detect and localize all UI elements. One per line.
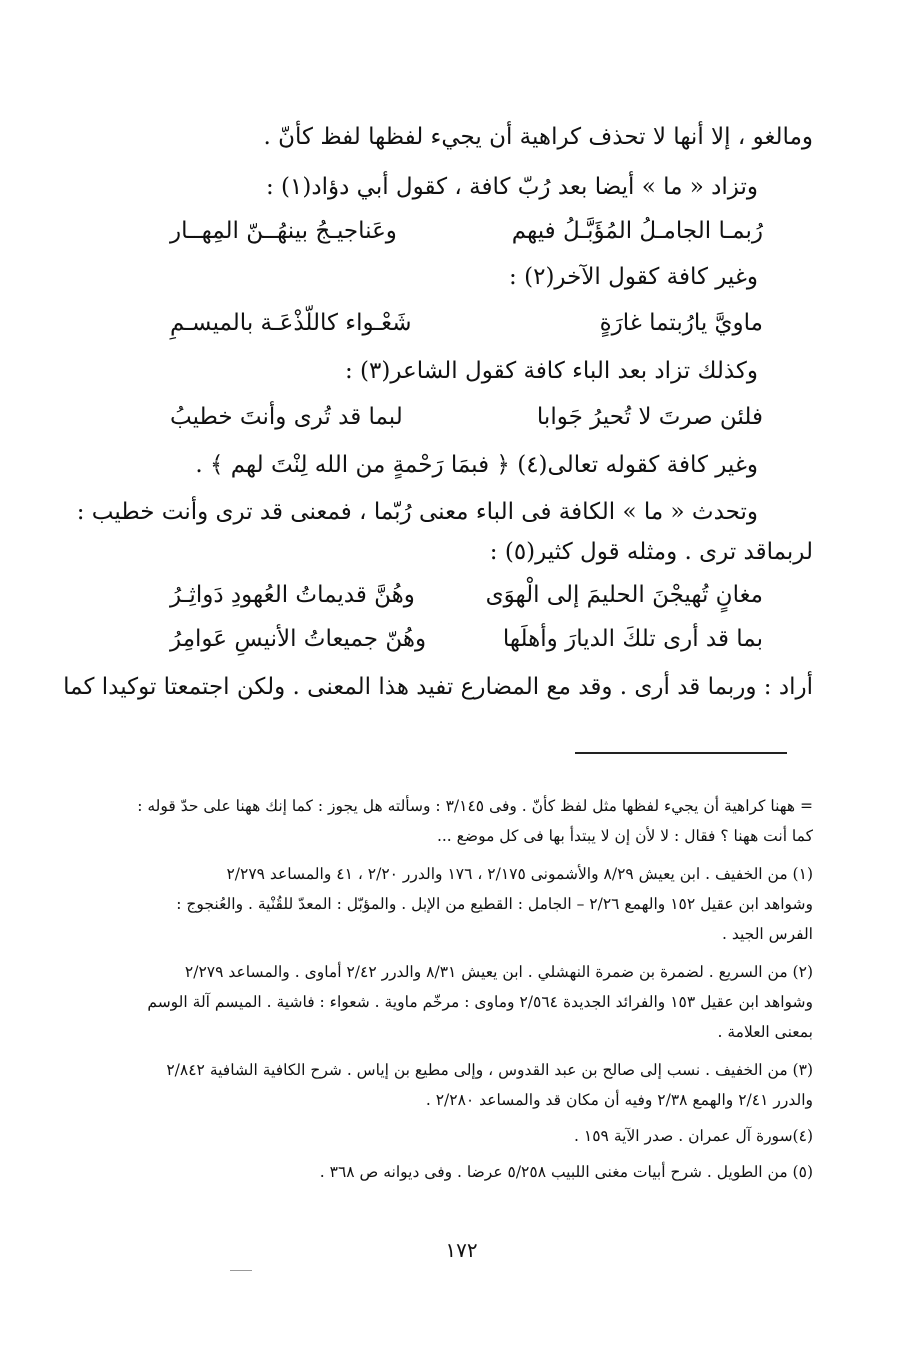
body-line-4: وكذلك تزاد بعد الباء كافة كقول الشاعر(٣) : <box>344 358 758 384</box>
verse-5-second-hemistich: وهُنّ جميعاتُ الأنيسِ عَوامِرُ <box>170 626 427 652</box>
footnote-line: والدرر ٢/٤١ والهمع ٢/٣٨ وفيه أن مكان قد والمساعد ٢/٢٨٠ . <box>425 1091 813 1109</box>
footnote-line: (٢) من السريع . لضمرة بن ضمرة النهشلي . ابن يعيش ٨/٣١ والدرر ٢/٤٢ أماوى . والمساعد ٢/٢٧٩ <box>184 963 813 981</box>
verse-4-first-hemistich: مغانٍ تُهيجْنَ الحليمَ إلى الْهوَى <box>485 582 763 608</box>
body-line-5: وغير كافة كقوله تعالى(٤) ﴿ فبمَا رَحْمةٍ من الله لِنْتَ لهم ﴾ . <box>195 452 758 478</box>
footnote-line: الفرس الجيد . <box>722 925 813 943</box>
footnote-line: (٥) من الطويل . شرح أبيات مغنى اللبيب ٥/٢٥٨ عرضا . وفى ديوانه ص ٣٦٨ . <box>319 1163 813 1181</box>
verse-3-second-hemistich: لبما قد تُرى وأنتَ خطيبُ <box>170 404 403 430</box>
footnote-line: بمعنى العلامة . <box>717 1023 813 1041</box>
verse-1-second-hemistich: وعَناجيـجُ بينهُــنّ المِهــار <box>170 218 397 244</box>
verse-3-first-hemistich: فلئن صرتَ لا تُحيرُ جَوابا <box>536 404 763 430</box>
footnote-line: وشواهد ابن عقيل ١٥٣ والفرائد الجديدة ٢/٥٦٤ وماوى : مرخّم ماوية . شعواء : فاشية . الميسم آلة الوسم <box>147 993 813 1011</box>
verse-2 <box>170 308 763 338</box>
verse-1 <box>170 216 763 246</box>
footnote-separator <box>575 752 787 754</box>
verse-1-first-hemistich: رُبمـا الجامـلُ المُؤَبَّـلُ فيهم <box>511 218 763 244</box>
verse-5-first-hemistich: بما قد أرى تلكَ الديارَ وأهلَها <box>502 626 763 652</box>
body-line-6: وتحدث « ما » الكافة فى الباء معنى رُبّما ، فمعنى قد ترى وأنت خطيب : <box>76 499 758 525</box>
verse-2-first-hemistich: ماويَّ يارُبتما غارَةٍ <box>599 310 763 336</box>
footnote-line: وشواهد ابن عقيل ١٥٢ والهمع ٢/٢٦ – الجامل : القطيع من الإبل . والمؤبّل : المعدّ للقُنْية . والعُنجوج : <box>176 895 813 913</box>
body-line-8: أراد : وربما قد أرى . وقد مع المضارع تفيد هذا المعنى . ولكن اجتمعتا توكيدا كما <box>63 674 813 700</box>
footnote-line: كما أنت ههنا ؟ فقال : لا لأن إن لا يبتدأ بها فى كل موضع ... <box>436 827 813 845</box>
verse-4-second-hemistich: وهُنَّ قديماتُ العُهودِ دَواثِـرُ <box>170 582 415 608</box>
verse-3 <box>170 402 763 432</box>
body-line-1: ومالغو ، إلا أنها لا تحذف كراهية أن يجيء لفظها لفظ كأنّ . <box>263 124 813 150</box>
footnote-line: (١) من الخفيف . ابن يعيش ٨/٢٩ والأشمونى ٢/١٧٥ ، ١٧٦ والدرر ٢/٢٠ ، ٤١ والمساعد ٢/٢٧٩ <box>226 865 813 883</box>
print-mark <box>230 1270 252 1271</box>
body-line-2: وتزاد « ما » أيضا بعد رُبّ كافة ، كقول أبي دؤاد(١) : <box>265 174 758 200</box>
body-line-3: وغير كافة كقول الآخر(٢) : <box>509 264 758 290</box>
body-line-7: لربماقد ترى . ومثله قول كثير(٥) : <box>489 539 813 565</box>
footnote-line: (٤)سورة آل عمران . صدر الآية ١٥٩ . <box>574 1127 813 1145</box>
verse-2-second-hemistich: شَعْـواء كاللّذْعَـة بالميسـمِ <box>170 310 412 336</box>
footnote-line: (٣) من الخفيف . نسب إلى صالح بن عبد القدوس ، وإلى مطيع بن إياس . شرح الكافية الشافية ٢/٨٤٢ <box>166 1061 813 1079</box>
verse-5 <box>170 624 763 654</box>
page-number: ١٧٢ <box>445 1238 478 1262</box>
verse-4 <box>170 580 763 610</box>
footnote-line: = ههنا كراهية أن يجيء لفظها مثل لفظ كأنّ . وفى ٣/١٤٥ : وسألته هل يجوز : كما إنك ههنا على حدّ قوله : <box>137 797 813 815</box>
